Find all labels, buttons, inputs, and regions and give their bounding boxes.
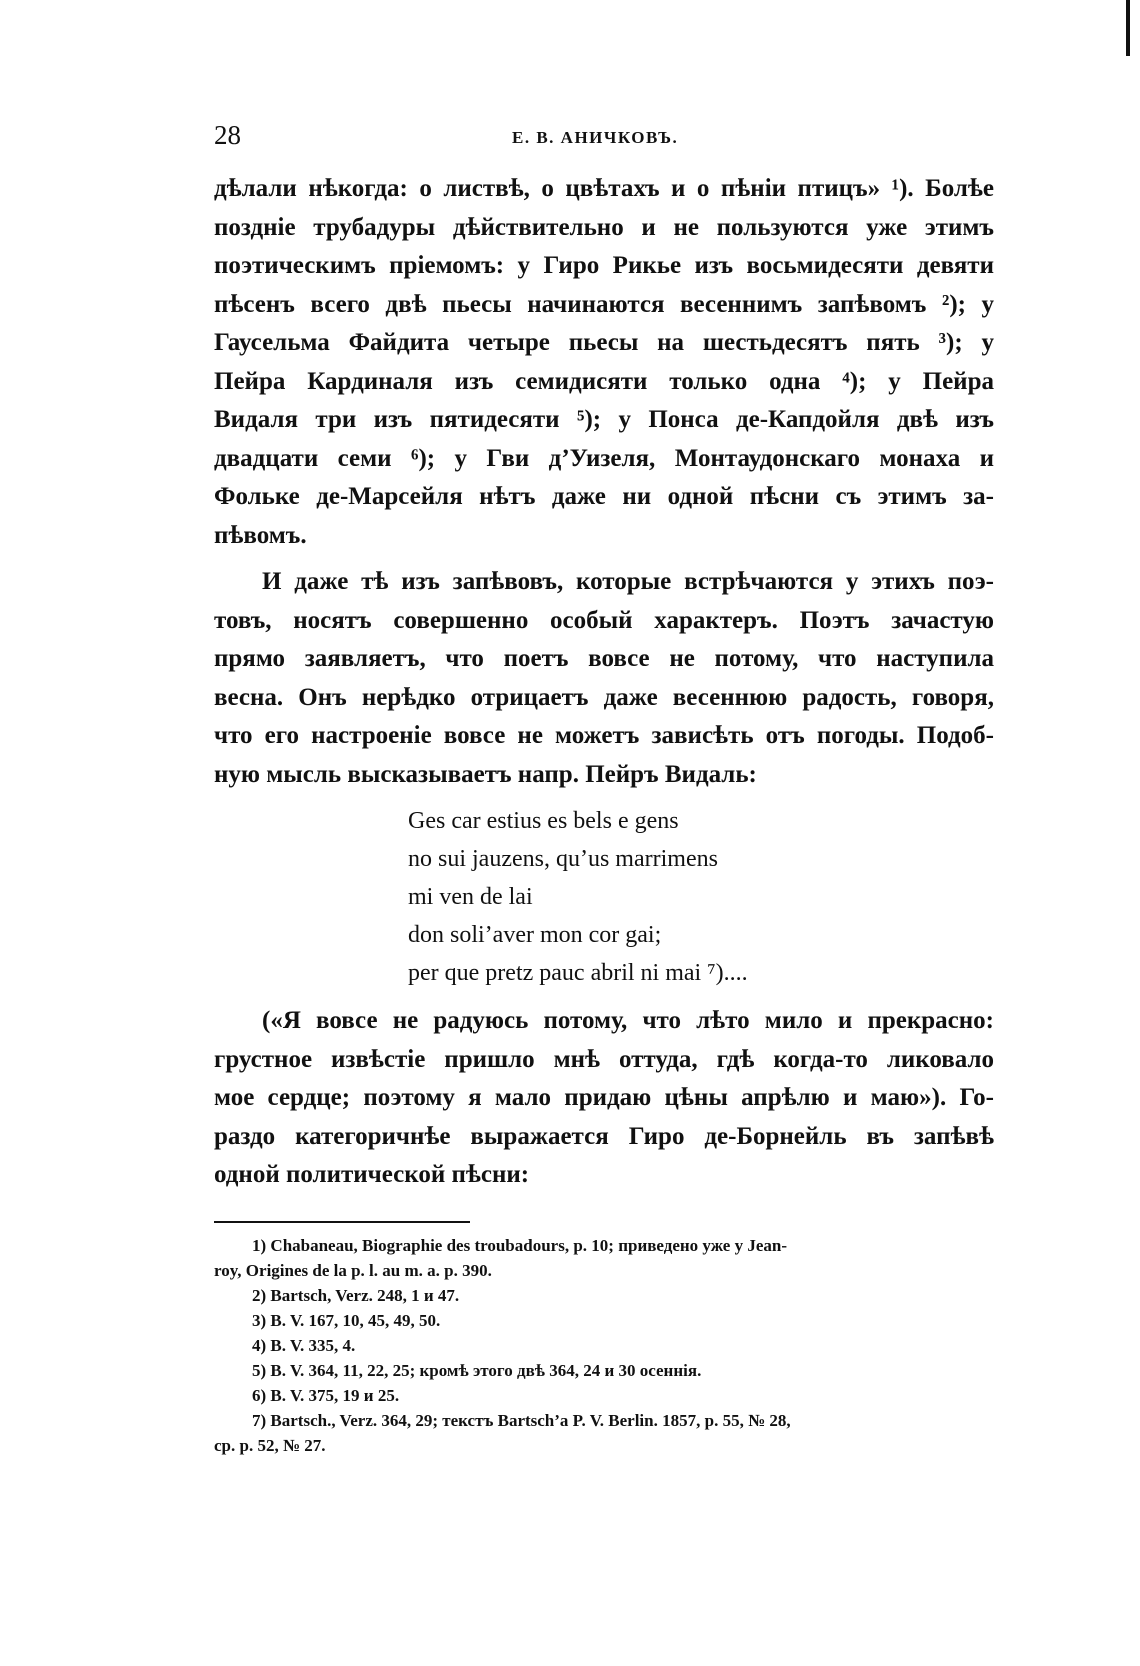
- text-line: грустное извѣстіе пришло мнѣ оттуда, гдѣ когда-то ликовало: [214, 1045, 994, 1073]
- paragraph-2: [214, 563, 994, 794]
- text-line: Гаусельма Файдита четыре пьесы на шестьдесятъ пять ³); у: [214, 329, 994, 356]
- footnote-3: 3) B. V. 167, 10, 45, 49, 50.: [252, 1310, 441, 1330]
- verse-line: per que pretz pauc abril ni mai ⁷)....: [408, 960, 748, 986]
- verse-line: mi ven de lai: [408, 884, 533, 910]
- text-line: пѣсенъ всего двѣ пьесы начинаются весеннимъ запѣвомъ ²); у: [214, 290, 994, 318]
- text-line: прямо заявляетъ, что поетъ вовсе не потому, что наступила: [214, 645, 994, 672]
- book-page: [214, 120, 994, 1458]
- footnote-7-continued: ср. р. 52, № 27.: [214, 1435, 326, 1455]
- author-header: Е. В. АНИЧКОВЪ.: [512, 128, 679, 147]
- text-line: дѣлали нѣкогда: о листвѣ, о цвѣтахъ и о пѣніи птицъ» ¹). Болѣе: [214, 175, 994, 202]
- footnote-7: 7) Bartsch., Verz. 364, 29; текстъ Bartsch’a P. V. Berlin. 1857, p. 55, № 28,: [252, 1410, 791, 1430]
- footnotes: [214, 1233, 994, 1458]
- text-line: товъ, носятъ совершенно особый характеръ. Поэтъ зачастую: [214, 606, 994, 634]
- text-line: ную мысль высказываетъ напр. Пейръ Видаль:: [214, 760, 757, 788]
- footnote-1: 1) Chabaneau, Biographie des troubadours, p. 10; приведено уже у Jean-: [252, 1235, 788, 1255]
- text-line: Фольке де-Марсейля нѣтъ даже ни одной пѣсни съ этимъ за-: [214, 483, 994, 510]
- text-line: поздніе трубадуры дѣйствительно и не пользуются уже этимъ: [214, 213, 994, 241]
- text-line: Пейра Кардиналя изъ семидисяти только одна ⁴); у Пейра: [214, 367, 994, 395]
- paragraph-3: [214, 1002, 994, 1195]
- text-line: весна. Онъ нерѣдко отрицаетъ даже весеннюю радость, говоря,: [214, 683, 994, 711]
- page-edge-mark: [1126, 0, 1130, 56]
- verse-line: Ges car estius es bels e gens: [408, 808, 679, 834]
- footnote-6: 6) B. V. 375, 19 и 25.: [252, 1385, 400, 1405]
- page-number: 28: [214, 120, 241, 150]
- text-line: Видаля три изъ пятидесяти ⁵); у Понса де-Капдойля двѣ изъ: [214, 406, 994, 433]
- text-line: двадцати семи ⁶); у Гви д’Уизеля, Монтаудонскаго монаха и: [214, 444, 994, 472]
- running-head: [214, 120, 994, 160]
- text-line: И даже тѣ изъ запѣвовъ, которые встрѣчаются у этихъ поэ-: [262, 568, 994, 595]
- verse-quote: [408, 802, 994, 992]
- verse-line: no sui jauzens, qu’us marrimens: [408, 846, 718, 872]
- text-line: раздо категоричнѣе выражается Гиро де-Борнейль въ запѣвѣ: [214, 1122, 994, 1150]
- text-line: мое сердце; поэтому я мало придаю цѣны апрѣлю и маю»). Го-: [214, 1084, 994, 1111]
- text-line: одной политической пѣсни:: [214, 1161, 530, 1188]
- text-line: («Я вовсе не радуюсь потому, что лѣто мило и прекрасно:: [262, 1007, 994, 1034]
- footnote-divider: [214, 1221, 470, 1223]
- text-line: что его настроеніе вовсе не можетъ зависѣть отъ погоды. Подоб-: [214, 722, 994, 749]
- text-line: пѣвомъ.: [214, 521, 307, 549]
- footnote-2: 2) Bartsch, Verz. 248, 1 и 47.: [252, 1285, 460, 1305]
- text-line: поэтическимъ пріемомъ: у Гиро Рикье изъ восьмидесяти девяти: [214, 252, 994, 279]
- paragraph-1: [214, 170, 994, 555]
- verse-line: don soli’aver mon cor gai;: [408, 922, 662, 948]
- footnote-1-continued: roy, Origines de la p. l. au m. a. p. 390.: [214, 1260, 492, 1280]
- footnote-5: 5) B. V. 364, 11, 22, 25; кромѣ этого двѣ 364, 24 и 30 осеннія.: [252, 1360, 702, 1380]
- footnote-4: 4) B. V. 335, 4.: [252, 1335, 356, 1355]
